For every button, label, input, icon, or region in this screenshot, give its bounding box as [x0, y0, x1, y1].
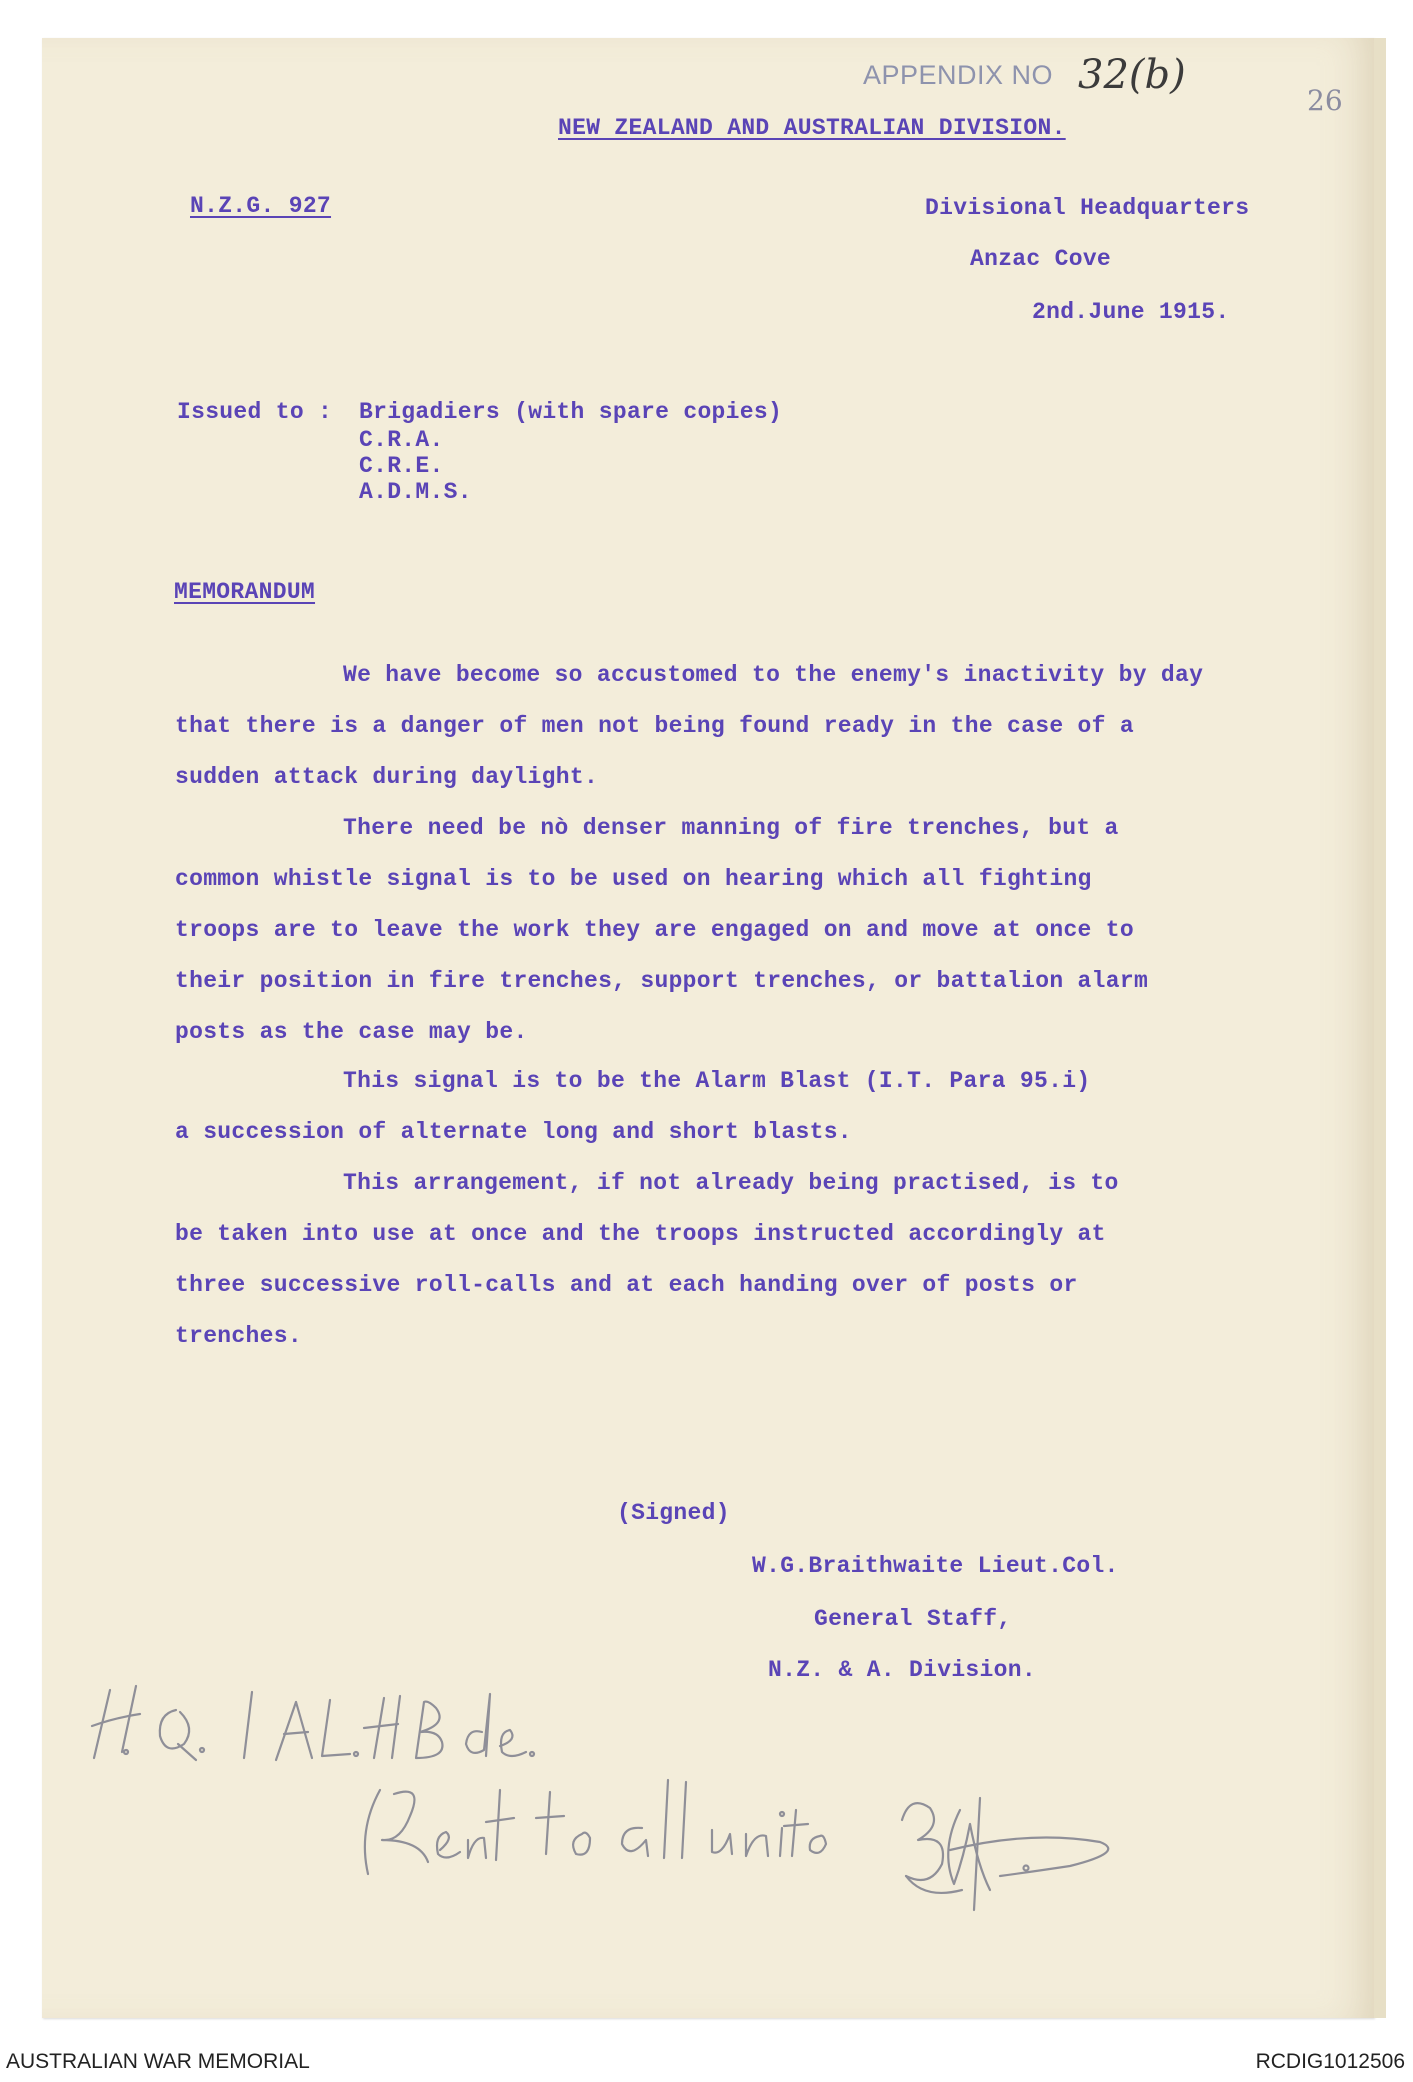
signed-label: (Signed)	[617, 1500, 730, 1526]
appendix-number: 32(b)	[1078, 52, 1186, 98]
address-line: Divisional Headquarters	[925, 195, 1250, 221]
reference-number: N.Z.G. 927	[190, 193, 332, 219]
signatory-name: W.G.Braithwaite Lieut.Col.	[752, 1553, 1119, 1579]
paragraph-line: posts as the case may be.	[175, 1019, 528, 1045]
appendix-stamp: APPENDIX NO	[863, 60, 1054, 90]
paragraph-line: We have become so accustomed to the enemy's inactivity by day	[343, 662, 1204, 688]
address-line: Anzac Cove	[970, 246, 1112, 272]
paragraph-line: that there is a danger of men not being found ready in the case of a	[175, 713, 1134, 739]
initials-signature	[890, 1780, 1130, 1940]
paragraph-line: common whistle signal is to be used on hearing which all fighting	[175, 866, 1092, 892]
recipient: C.R.E.	[359, 453, 444, 479]
handwritten-note-hq	[80, 1670, 600, 1780]
date-line: 2nd.June 1915.	[1032, 299, 1230, 325]
division-title: NEW ZEALAND AND AUSTRALIAN DIVISION.	[558, 115, 1066, 141]
paragraph-line: This arrangement, if not already being practised, is to	[343, 1170, 1119, 1196]
folio-number: 26	[1307, 84, 1343, 117]
recipient: Brigadiers (with spare copies)	[359, 399, 783, 425]
memo-paragraph	[175, 803, 1295, 1058]
footer-source: AUSTRALIAN WAR MEMORIAL	[6, 2050, 310, 2073]
memo-paragraph	[175, 1158, 1295, 1362]
memo-paragraph	[175, 1056, 1295, 1158]
paragraph-line: three successive roll-calls and at each handing over of posts or	[175, 1272, 1078, 1298]
footer-record-id: RCDIG1012506	[1255, 2050, 1405, 2073]
paragraph-line: There need be nò denser manning of fire trenches, but a	[343, 815, 1119, 841]
signatory-role: General Staff,	[814, 1606, 1012, 1632]
recipient: C.R.A.	[359, 427, 444, 453]
memo-paragraph	[175, 650, 1295, 803]
distribution-label: Issued to :	[177, 399, 333, 425]
paragraph-line: their position in fire trenches, support trenches, or battalion alarm	[175, 968, 1149, 994]
paragraph-line: troops are to leave the work they are engaged on and move at once to	[175, 917, 1134, 943]
memo-heading: MEMORANDUM	[174, 579, 316, 605]
paragraph-line: trenches.	[175, 1323, 302, 1349]
paragraph-line: be taken into use at once and the troops instructed accordingly at	[175, 1221, 1106, 1247]
page-edge	[1374, 38, 1386, 2018]
handwritten-note-sent	[350, 1770, 830, 1890]
recipient: A.D.M.S.	[359, 479, 472, 505]
signatory-unit: N.Z. & A. Division.	[768, 1657, 1036, 1683]
paragraph-line: a succession of alternate long and short blasts.	[175, 1119, 852, 1145]
paragraph-line: sudden attack during daylight.	[175, 764, 599, 790]
paragraph-line: This signal is to be the Alarm Blast (I.T. Para 95.i)	[343, 1068, 1091, 1094]
